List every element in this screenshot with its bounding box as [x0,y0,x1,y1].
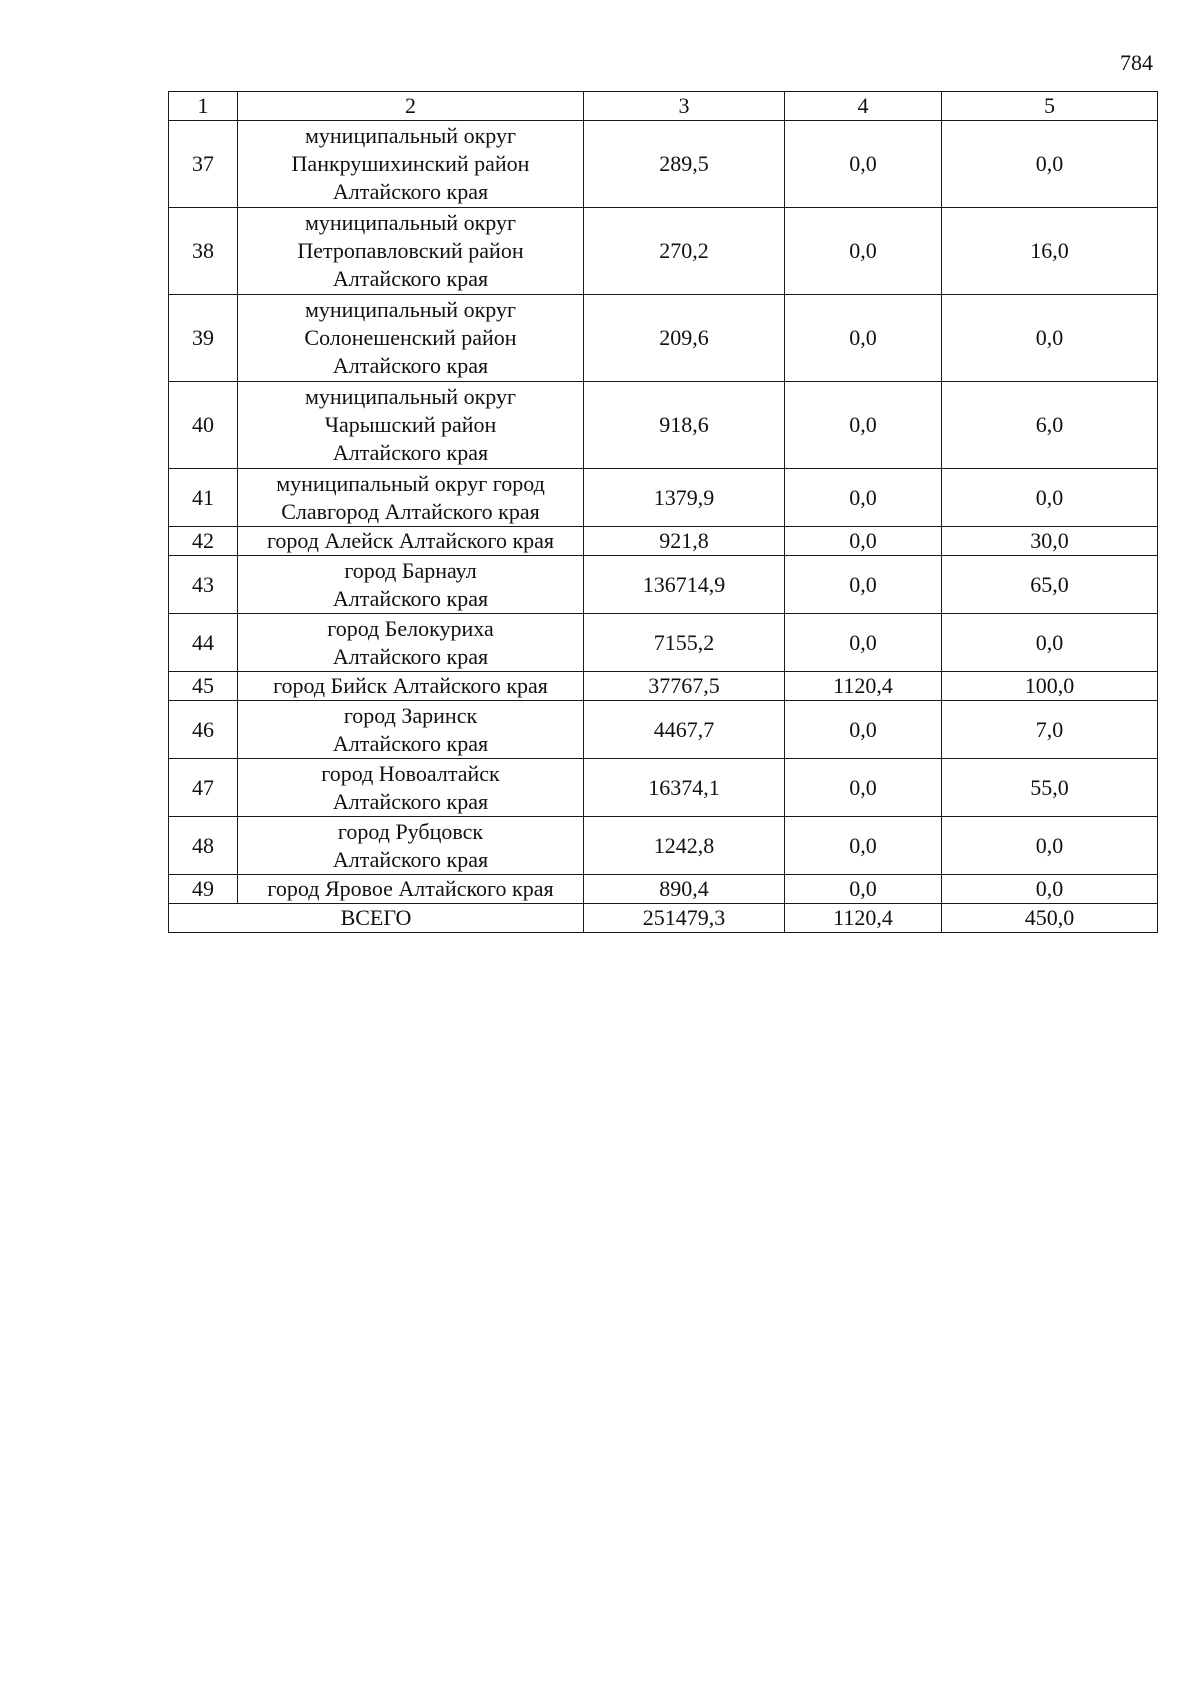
municipality-name-cell [238,817,584,875]
row-number-cell: 37 [169,121,238,208]
municipality-name-line: Солонешенский район [304,325,517,350]
municipality-name-line: Алтайского края [332,585,489,611]
row-number-cell: 45 [169,672,238,701]
value-cell-col-5: 0,0 [942,121,1158,208]
total-row [169,904,1158,933]
table-row [169,295,1158,382]
table-row [169,759,1158,817]
municipality-name-cell [238,875,584,904]
value-cell-col-3: 7155,2 [584,614,785,672]
value-cell-col-3: 1379,9 [584,469,785,527]
table-body [169,92,1158,933]
municipality-name-line: Алтайского края [332,440,489,465]
header-cell-4: 4 [785,92,942,121]
value-cell-col-4: 0,0 [785,527,942,556]
value-cell-col-4: 0,0 [785,469,942,527]
data-table [168,91,1158,933]
municipality-name-line: Алтайского края [332,846,489,872]
municipality-name-cell [238,672,584,701]
value-cell-col-4: 0,0 [785,817,942,875]
header-cell-3: 3 [584,92,785,121]
value-cell-col-4: 0,0 [785,382,942,469]
municipality-name-cell [238,382,584,469]
value-cell-col-3: 1242,8 [584,817,785,875]
row-number-cell: 40 [169,382,238,469]
value-cell-col-3: 4467,7 [584,701,785,759]
table-row [169,527,1158,556]
value-cell-col-5: 0,0 [942,295,1158,382]
row-number-cell: 43 [169,556,238,614]
header-cell-2: 2 [238,92,584,121]
value-cell-col-3: 890,4 [584,875,785,904]
value-cell-col-3: 921,8 [584,527,785,556]
table-row [169,875,1158,904]
row-number-cell: 44 [169,614,238,672]
total-value-col-3: 251479,3 [584,904,785,933]
municipality-name-line: муниципальный округ город [276,470,545,496]
municipality-name-cell [238,295,584,382]
table-row [169,817,1158,875]
table-row [169,121,1158,208]
municipality-name-line: Славгород Алтайского края [281,498,540,524]
municipality-name-cell [238,701,584,759]
total-value-col-4: 1120,4 [785,904,942,933]
municipality-name-cell [238,208,584,295]
row-number-cell: 46 [169,701,238,759]
value-cell-col-5: 16,0 [942,208,1158,295]
total-label: ВСЕГО [169,904,584,933]
municipality-name-line: муниципальный округ [304,384,516,409]
row-number-cell: 38 [169,208,238,295]
municipality-name-line: город Алейск Алтайского края [266,528,555,553]
value-cell-col-5: 0,0 [942,817,1158,875]
municipality-name-line: город Яровое Алтайского края [267,876,554,901]
value-cell-col-3: 918,6 [584,382,785,469]
value-cell-col-3: 209,6 [584,295,785,382]
municipality-name-line: Алтайского края [332,788,489,814]
value-cell-col-5: 6,0 [942,382,1158,469]
row-number-cell: 48 [169,817,238,875]
header-row [169,92,1158,121]
header-cell-5: 5 [942,92,1158,121]
total-value-col-5: 450,0 [942,904,1158,933]
value-cell-col-5: 30,0 [942,527,1158,556]
municipality-name-line: муниципальный округ [304,123,516,148]
row-number-cell: 39 [169,295,238,382]
municipality-name-line: Алтайского края [332,179,489,204]
table-row [169,701,1158,759]
municipality-name-line: Алтайского края [332,266,489,291]
value-cell-col-5: 65,0 [942,556,1158,614]
row-number-cell: 41 [169,469,238,527]
municipality-name-line: город Белокуриха [327,615,494,641]
municipality-name-line: город Новоалтайск [321,760,500,786]
municipality-name-line: город Рубцовск [337,818,484,844]
municipality-name-cell [238,556,584,614]
municipality-name-cell [238,527,584,556]
value-cell-col-3: 16374,1 [584,759,785,817]
municipality-name-line: Панкрушихинский район [291,151,530,176]
municipality-name-line: город Барнаул [344,557,477,583]
municipality-name-line: муниципальный округ [304,210,516,235]
municipality-name-line: город Заринск [343,702,478,728]
municipality-name-line: город Бийск Алтайского края [273,673,548,698]
table-row [169,208,1158,295]
value-cell-col-5: 0,0 [942,614,1158,672]
table-row [169,382,1158,469]
municipality-name-line: Чарышский район [324,412,497,437]
value-cell-col-5: 0,0 [942,469,1158,527]
value-cell-col-4: 0,0 [785,701,942,759]
table-row [169,614,1158,672]
value-cell-col-4: 1120,4 [785,672,942,701]
value-cell-col-4: 0,0 [785,208,942,295]
value-cell-col-4: 0,0 [785,556,942,614]
table-row [169,556,1158,614]
header-cell-1: 1 [169,92,238,121]
municipality-name-cell [238,469,584,527]
row-number-cell: 42 [169,527,238,556]
municipality-name-cell [238,614,584,672]
row-number-cell: 47 [169,759,238,817]
value-cell-col-5: 100,0 [942,672,1158,701]
municipality-name-line: муниципальный округ [304,297,516,322]
municipality-name-line: Алтайского края [332,353,489,378]
municipality-name-line: Алтайского края [332,643,489,669]
value-cell-col-3: 289,5 [584,121,785,208]
value-cell-col-5: 7,0 [942,701,1158,759]
municipality-name-line: Алтайского края [332,730,489,756]
row-number-cell: 49 [169,875,238,904]
municipality-name-line: Петропавловский район [297,238,524,263]
value-cell-col-5: 0,0 [942,875,1158,904]
value-cell-col-4: 0,0 [785,759,942,817]
table-row [169,469,1158,527]
value-cell-col-4: 0,0 [785,875,942,904]
value-cell-col-3: 270,2 [584,208,785,295]
page-number: 784 [1120,50,1153,75]
value-cell-col-4: 0,0 [785,614,942,672]
value-cell-col-5: 55,0 [942,759,1158,817]
municipality-name-cell [238,121,584,208]
value-cell-col-4: 0,0 [785,295,942,382]
value-cell-col-3: 136714,9 [584,556,785,614]
table-row [169,672,1158,701]
value-cell-col-3: 37767,5 [584,672,785,701]
municipality-name-cell [238,759,584,817]
value-cell-col-4: 0,0 [785,121,942,208]
